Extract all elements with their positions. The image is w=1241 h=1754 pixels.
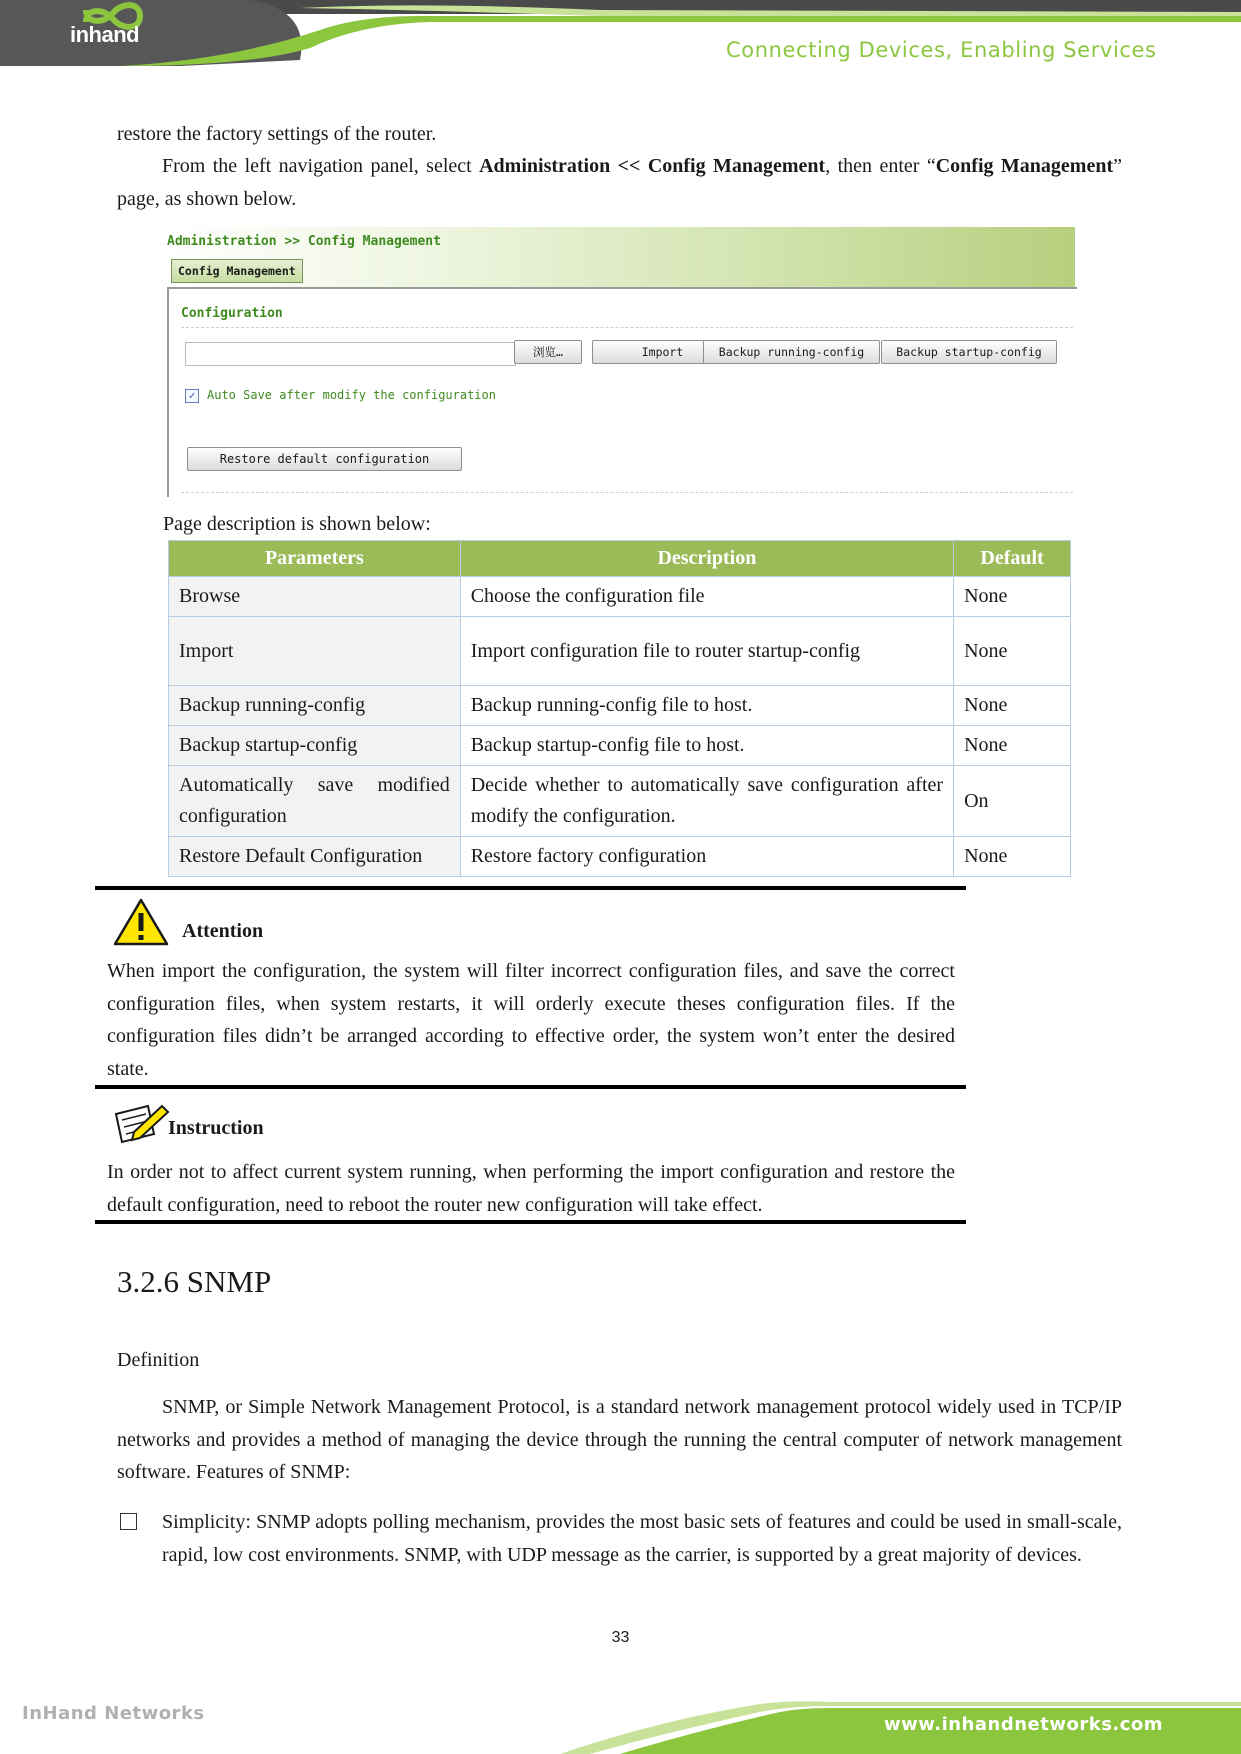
- instruction-text: In order not to affect current system running, when performing the import configuration and restore the default configuration, need to reboot the router new configuration will take effect.: [107, 1161, 955, 1216]
- table-header-row: [169, 541, 1071, 577]
- logo-text: inhand: [70, 22, 140, 47]
- warning-icon: [112, 897, 170, 947]
- desc-cell: Decide whether to automatically save configuration after modify the configuration.: [460, 766, 953, 837]
- note-rule-middle: [95, 1085, 966, 1089]
- intro-menu-path: Administration << Config Management: [479, 155, 826, 177]
- intro-text-c: , then enter “: [825, 155, 936, 177]
- desc-cell: Restore factory configuration: [460, 837, 953, 877]
- param-cell: Restore Default Configuration: [169, 837, 461, 877]
- browse-button[interactable]: 浏览…: [514, 340, 582, 364]
- intro-paragraph: [117, 150, 1122, 215]
- note-pencil-icon: [112, 1100, 170, 1146]
- attention-title: Attention: [182, 920, 264, 942]
- param-cell: Import: [169, 617, 461, 686]
- default-cell: None: [954, 837, 1071, 877]
- bullet-box-icon: [120, 1513, 137, 1530]
- parameter-table: [168, 540, 1071, 877]
- param-cell: Backup running-config: [169, 686, 461, 726]
- section-heading: 3.2.6 SNMP: [117, 1264, 272, 1299]
- table-row: [169, 617, 1071, 686]
- header-slogan: Connecting Devices, Enabling Services: [726, 38, 1157, 62]
- intro-text-e: ” page, as shown below.: [117, 155, 1122, 210]
- table-row: [169, 577, 1071, 617]
- default-cell: On: [954, 766, 1071, 837]
- autosave-checkbox[interactable]: ✓: [185, 389, 199, 403]
- intro-text-a: From the left navigation panel, select: [162, 155, 480, 177]
- default-cell: None: [954, 686, 1071, 726]
- param-cell: Browse: [169, 577, 461, 617]
- backup-running-config-button[interactable]: Backup running-config: [703, 340, 880, 364]
- note-rule-bottom: [95, 1220, 966, 1224]
- snmp-paragraph: SNMP, or Simple Network Management Protocol, is a standard network management protocol widely used in TCP/IP networks and provides a method of managing the device through the running the central computer of network management software. Features of SNMP:: [117, 1396, 1122, 1483]
- tab-config-management[interactable]: Config Management: [171, 259, 303, 283]
- backup-startup-config-button[interactable]: Backup startup-config: [881, 340, 1057, 364]
- table-row: [169, 686, 1071, 726]
- desc-cell: Import configuration file to router startup-config: [460, 617, 953, 686]
- desc-cell: Choose the configuration file: [460, 577, 953, 617]
- note-rule-top: [95, 886, 966, 890]
- file-path-input[interactable]: [185, 342, 516, 366]
- default-cell: None: [954, 726, 1071, 766]
- desc-cell: Backup running-config file to host.: [460, 686, 953, 726]
- desc-cell: Backup startup-config file to host.: [460, 726, 953, 766]
- section-subheading: Definition: [117, 1349, 200, 1371]
- footer-url[interactable]: www.inhandnetworks.com: [884, 1714, 1164, 1735]
- page-header: [0, 0, 1241, 70]
- restore-default-button[interactable]: Restore default configuration: [187, 447, 462, 471]
- attention-text: When import the configuration, the system will filter incorrect configuration files, and save the correct configuration files, when system restarts, it will orderly execute theses configuration files. If the configuration files didn’t be arranged according to effective order, the system won’t enter the desired state.: [107, 960, 955, 1080]
- section-title-configuration: Configuration: [181, 306, 283, 321]
- divider: [181, 327, 1073, 328]
- table-row: [169, 726, 1071, 766]
- breadcrumb: Administration >> Config Management: [167, 234, 441, 249]
- default-cell: None: [954, 617, 1071, 686]
- autosave-label: Auto Save after modify the configuration: [207, 388, 496, 402]
- intro-line: restore the factory settings of the router.: [117, 123, 437, 145]
- page-number: 33: [611, 1629, 630, 1646]
- param-cell: Backup startup-config: [169, 726, 461, 766]
- config-management-screenshot: [163, 227, 1075, 497]
- table-caption: Page description is shown below:: [163, 513, 431, 535]
- footer-brand: InHand Networks: [22, 1703, 205, 1724]
- import-button[interactable]: Import: [592, 340, 733, 364]
- divider-bottom: [181, 492, 1073, 493]
- intro-page-name: Config Management: [935, 155, 1114, 177]
- table-row: [169, 837, 1071, 877]
- snmp-bullet-simplicity: Simplicity: SNMP adopts polling mechanism, provides the most basic sets of features and could be used in small-scale, rapid, low cost environments. SNMP, with UDP message as the carrier, is supported by a great majority of devices.: [162, 1511, 1122, 1566]
- header-parameters: Parameters: [169, 541, 461, 577]
- instruction-title: Instruction: [168, 1117, 264, 1139]
- header-description: Description: [460, 541, 953, 577]
- table-row: [169, 766, 1071, 837]
- param-cell: Automatically save modified configuration: [169, 766, 461, 837]
- header-default: Default: [954, 541, 1071, 577]
- default-cell: None: [954, 577, 1071, 617]
